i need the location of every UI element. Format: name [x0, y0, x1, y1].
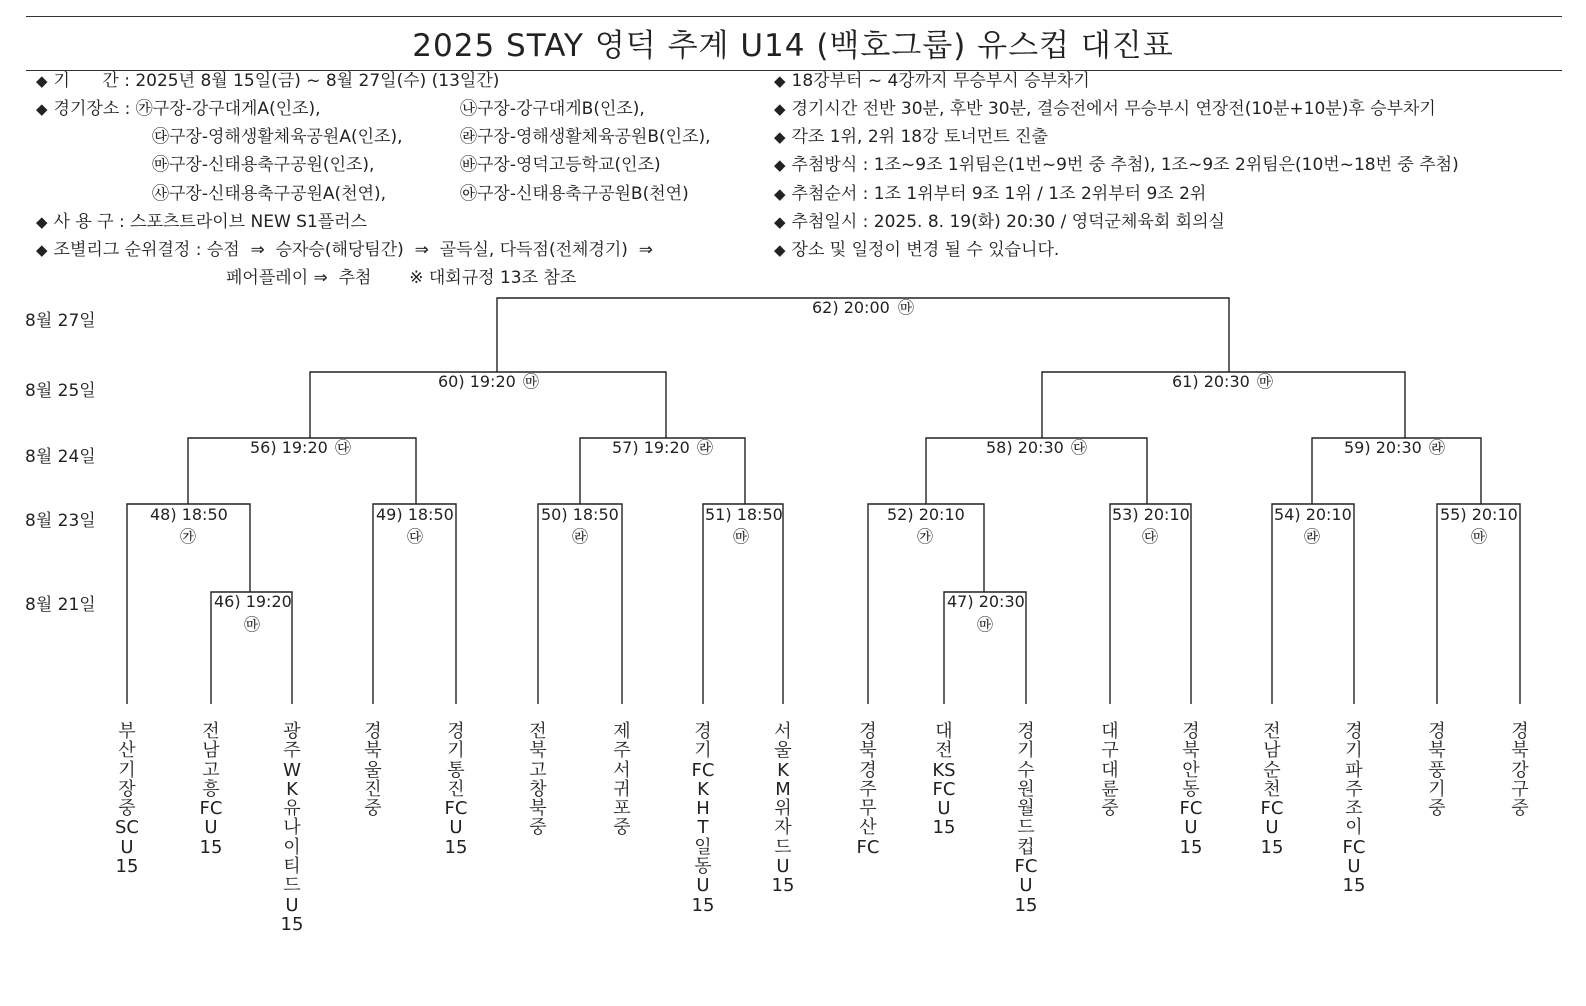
diamond-bullet-icon: ◆	[774, 213, 786, 231]
match-57-label: 57) 19:20	[612, 438, 690, 457]
match-60-label: 60) 19:20	[438, 372, 516, 391]
date-label-semi: 8월 25일	[25, 381, 96, 401]
match-62-venue: ㉲	[898, 298, 915, 317]
info-venue-6: ㉳구장-영덕고등학교(인조)	[460, 155, 661, 175]
team-name: 경기수원월드컵FCU15	[1014, 721, 1038, 916]
match-58-label: 58) 20:30	[986, 438, 1064, 457]
team-name: 제주서귀포중	[613, 721, 631, 839]
match-62-label: 62) 20:00	[812, 298, 890, 317]
diamond-bullet-icon: ◆	[774, 241, 786, 259]
diamond-bullet-icon: ◆	[36, 241, 48, 259]
team-name: 경기FCKHT일동U15	[691, 721, 715, 916]
info-venue-5: ㉲구장-신태용축구공원(인조),	[152, 155, 375, 175]
team-name: 서울KM위자드U15	[771, 721, 795, 897]
diamond-bullet-icon: ◆	[774, 185, 786, 203]
match-48-label: 48) 18:50	[150, 505, 228, 524]
info-ball: ◆ 사 용 구 : 스포츠트라이브 NEW S1플러스	[36, 212, 368, 232]
match-58-venue: ㉰	[1071, 438, 1088, 457]
diamond-bullet-icon: ◆	[774, 156, 786, 174]
match-61-venue: ㉲	[1257, 372, 1274, 391]
diamond-bullet-icon: ◆	[36, 213, 48, 231]
info-ranking-2: 페어플레이 ⇒ 추첨 ※ 대회규정 13조 참조	[226, 268, 577, 288]
diamond-bullet-icon: ◆	[36, 100, 48, 118]
match-46-label: 46) 19:20	[214, 592, 292, 611]
team-name: 경북풍기중	[1428, 721, 1446, 820]
match-49-venue: ㉰	[407, 527, 424, 546]
match-56-venue: ㉰	[335, 438, 352, 457]
info-rule-5: ◆ 추첨순서 : 1조 1위부터 9조 1위 / 1조 2위부터 9조 2위	[774, 184, 1207, 204]
match-61-label: 61) 20:30	[1172, 372, 1250, 391]
team-name: 경기파주조이FCU15	[1342, 721, 1366, 897]
team-name: 경기통진FCU15	[444, 721, 468, 858]
match-53-venue: ㉰	[1142, 527, 1159, 546]
match-52-venue: ㉮	[917, 527, 934, 546]
diamond-bullet-icon: ◆	[774, 128, 786, 146]
info-venue-4: ㉱구장-영해생활체육공원B(인조),	[460, 127, 711, 147]
date-label-final: 8월 27일	[25, 311, 96, 331]
info-rule-6: ◆ 추첨일시 : 2025. 8. 19(화) 20:30 / 영덕군체육회 회의실	[774, 212, 1225, 232]
match-51-venue: ㉲	[733, 527, 750, 546]
diamond-bullet-icon: ◆	[36, 72, 48, 90]
match-54-label: 54) 20:10	[1274, 505, 1352, 524]
info-venue-2: ㉯구장-강구대게B(인조),	[460, 99, 645, 119]
info-venue: ◆ 경기장소 : ㉮구장-강구대게A(인조),	[36, 99, 321, 119]
match-60-venue: ㉲	[523, 372, 540, 391]
info-venue-8: ㉵구장-신태용축구공원B(천연)	[460, 184, 689, 204]
match-59-venue: ㉱	[1429, 438, 1446, 457]
team-name: 전남순천FCU15	[1260, 721, 1284, 858]
team-name: 대전KSFCU15	[932, 721, 956, 839]
team-name: 경북안동FCU15	[1179, 721, 1203, 858]
info-rule-1: ◆ 18강부터 ~ 4강까지 무승부시 승부차기	[774, 71, 1090, 91]
date-label-r16: 8월 23일	[25, 511, 96, 531]
info-rule-3: ◆ 각조 1위, 2위 18강 토너먼트 진출	[774, 127, 1048, 147]
match-57-venue: ㉱	[697, 438, 714, 457]
date-label-quarter: 8월 24일	[25, 447, 96, 467]
info-ranking: ◆ 조별리그 순위결정 : 승점 ⇒ 승자승(해당팀간) ⇒ 골득실, 다득점(전체경기) ⇒	[36, 240, 653, 260]
match-49-label: 49) 18:50	[376, 505, 454, 524]
match-55-venue: ㉲	[1471, 527, 1488, 546]
team-name: 부산기장중SCU15	[115, 721, 139, 878]
team-name: 경북강구중	[1511, 721, 1529, 820]
team-name: 경북경주무산FC	[856, 721, 880, 858]
match-55-label: 55) 20:10	[1440, 505, 1518, 524]
match-47-label: 47) 20:30	[947, 592, 1025, 611]
team-name: 경북울진중	[364, 721, 382, 820]
info-venue-7: ㉴구장-신태용축구공원A(천연),	[152, 184, 387, 204]
match-50-venue: ㉱	[572, 527, 589, 546]
diamond-bullet-icon: ◆	[774, 72, 786, 90]
bracket-lines	[127, 298, 1520, 704]
info-rule-2: ◆ 경기시간 전반 30분, 후반 30분, 결승전에서 무승부시 연장전(10분+10분)후 승부차기	[774, 99, 1436, 119]
match-56-label: 56) 19:20	[250, 438, 328, 457]
team-name: 대구대륜중	[1101, 721, 1119, 820]
info-venue-3: ㉰구장-영해생활체육공원A(인조),	[152, 127, 403, 147]
info-period: ◆ 기 간 : 2025년 8월 15일(금) ~ 8월 27일(수) (13일간)	[36, 71, 500, 91]
match-59-label: 59) 20:30	[1344, 438, 1422, 457]
team-name: 전남고흥FCU15	[199, 721, 223, 858]
match-54-venue: ㉱	[1304, 527, 1321, 546]
info-rule-7: ◆ 장소 및 일정이 변경 될 수 있습니다.	[774, 240, 1060, 260]
date-label-r18: 8월 21일	[25, 595, 96, 615]
match-51-label: 51) 18:50	[705, 505, 783, 524]
diamond-bullet-icon: ◆	[774, 100, 786, 118]
match-50-label: 50) 18:50	[541, 505, 619, 524]
match-52-label: 52) 20:10	[887, 505, 965, 524]
match-46-venue: ㉲	[244, 615, 261, 634]
team-name: 광주WK유나이티드U15	[280, 721, 304, 935]
team-name: 전북고창북중	[529, 721, 547, 839]
match-48-venue: ㉮	[180, 527, 197, 546]
page-title: 2025 STAY 영덕 추계 U14 (백호그룹) 유스컵 대진표	[412, 28, 1174, 64]
info-rule-4: ◆ 추첨방식 : 1조~9조 1위팀은(1번~9번 중 추첨), 1조~9조 2위팀은(10번~18번 중 추첨)	[774, 155, 1459, 175]
match-47-venue: ㉲	[977, 615, 994, 634]
match-53-label: 53) 20:10	[1112, 505, 1190, 524]
